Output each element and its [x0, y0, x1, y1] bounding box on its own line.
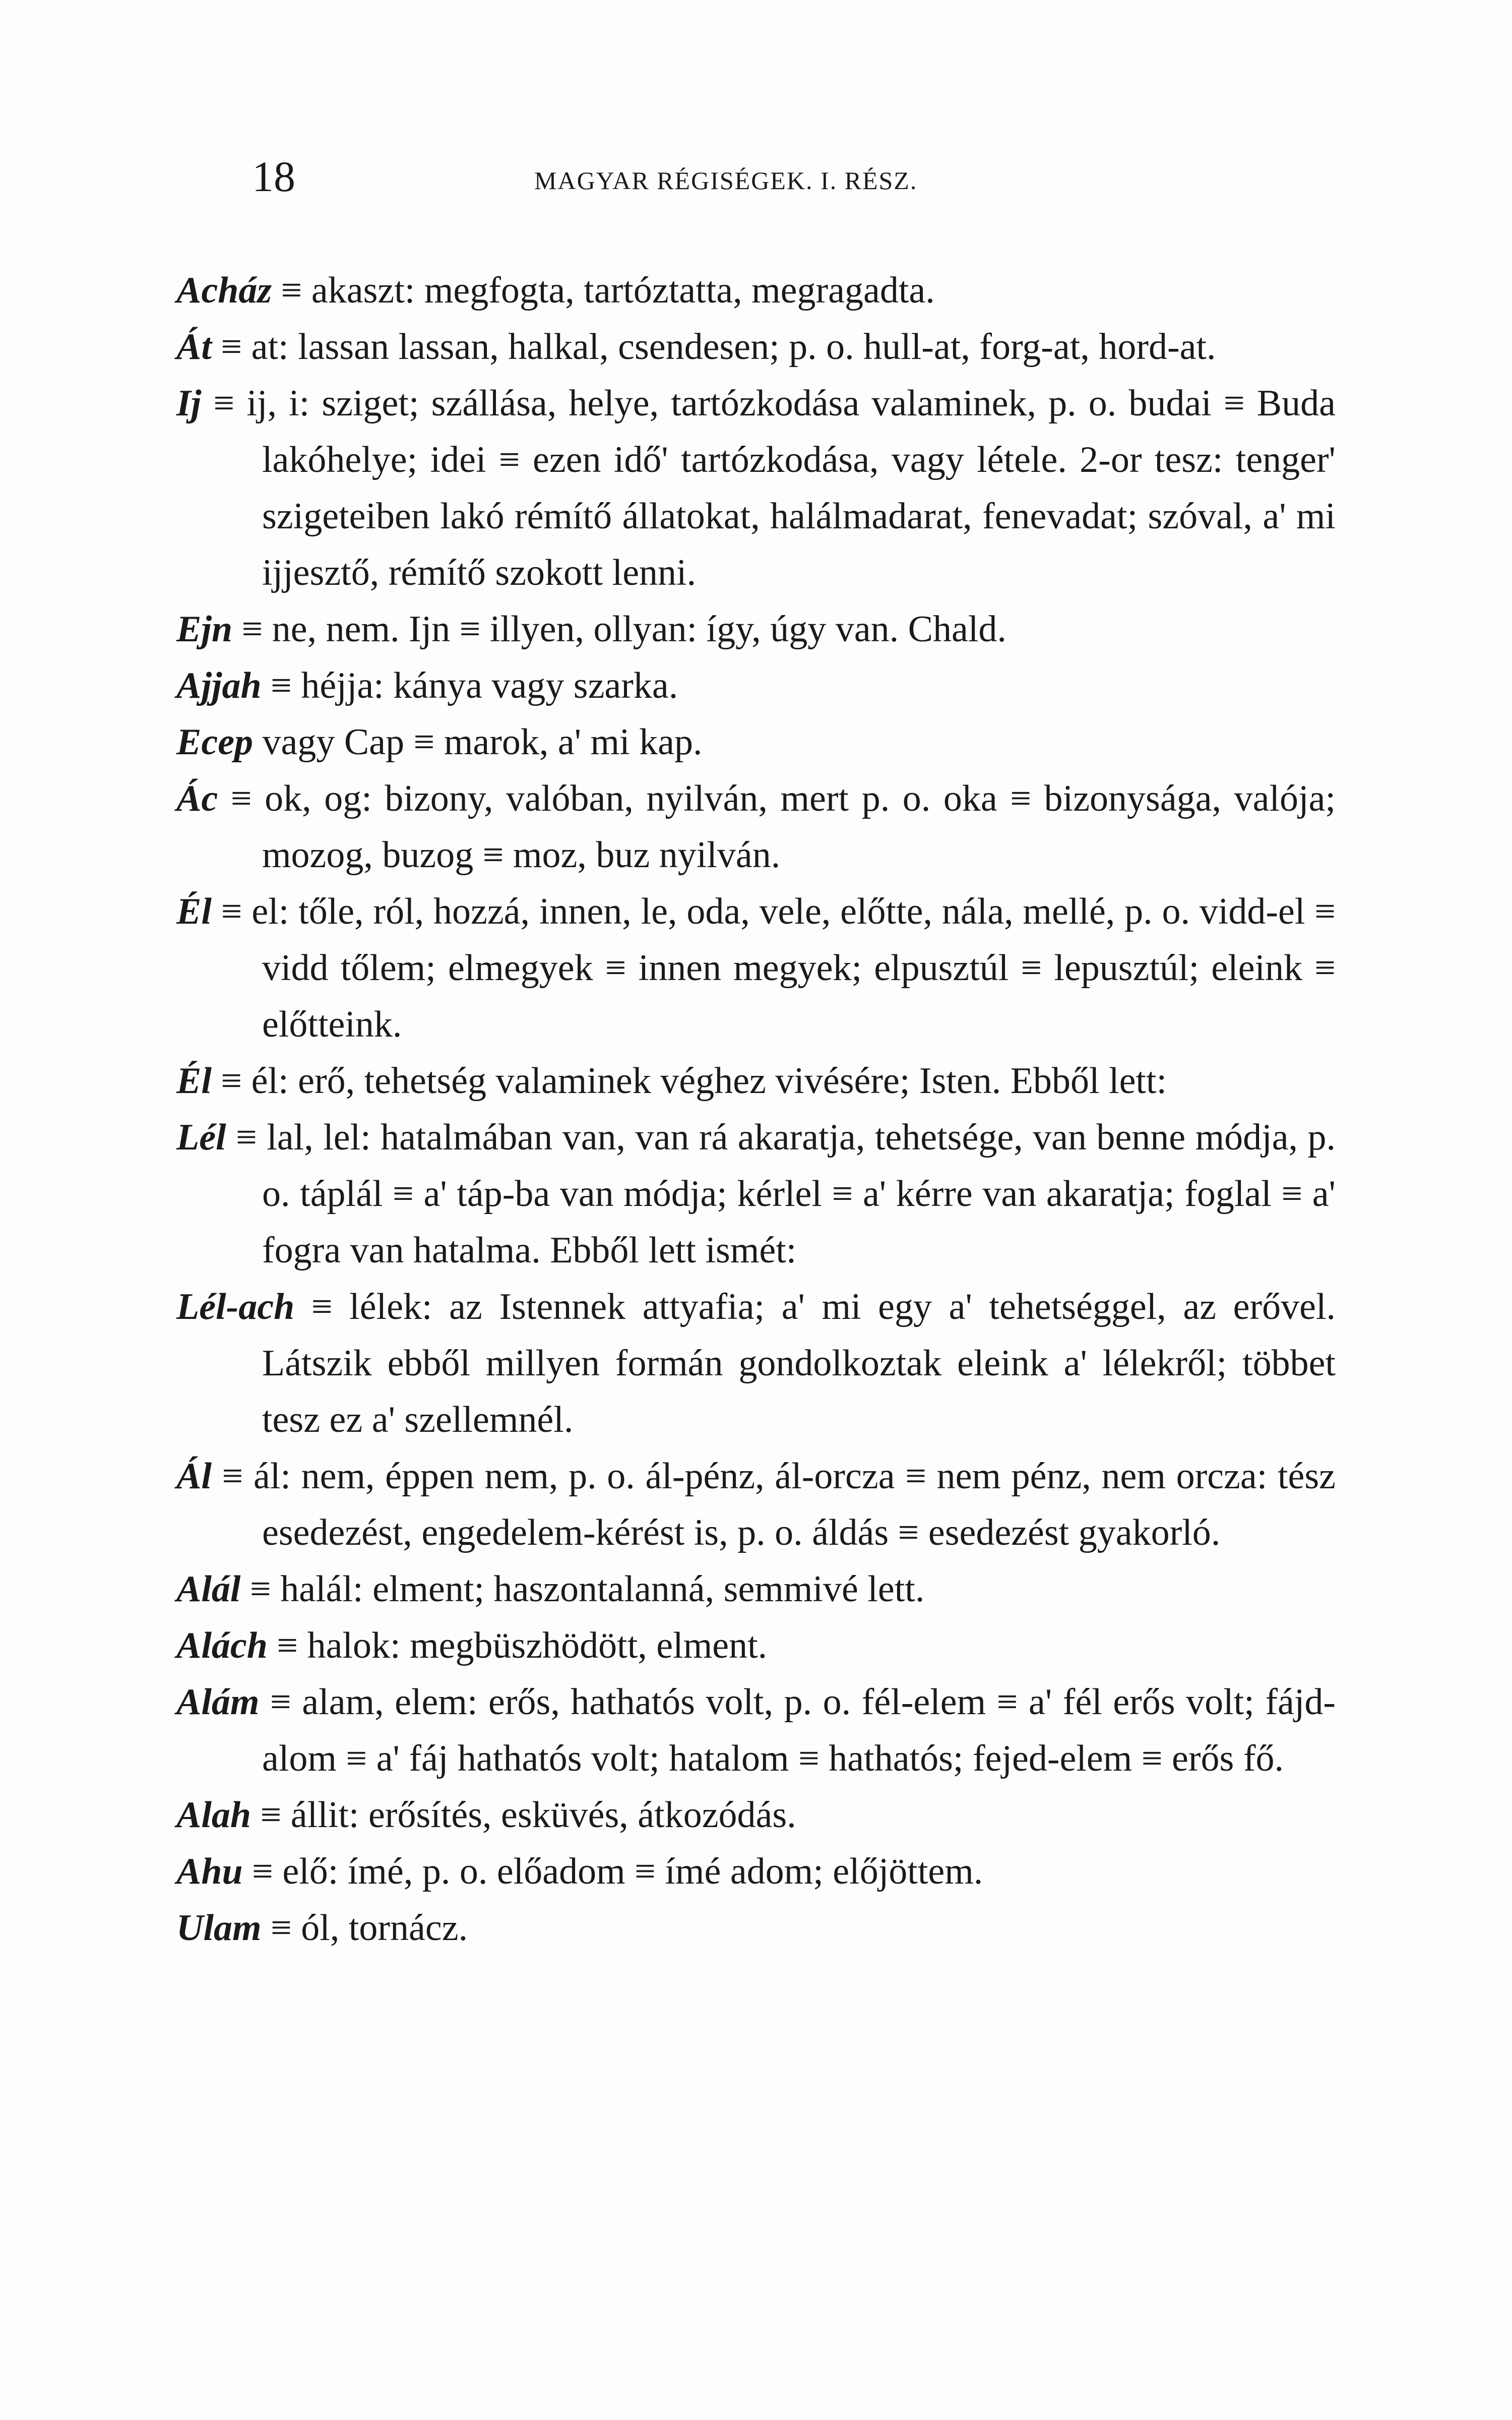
entry — [176, 262, 1336, 319]
entry-definition: ≡ lal, lel: hatalmában van, van rá akaratja, tehetsége, van benne módja, p. o. táplál ≡ a' táp-ba van módja; kérlel ≡ a' kérre van akaratja; foglal ≡ a' fogra van hatalma. Ebből lett ismét: — [236, 1117, 1336, 1271]
entry-headword: Acház — [176, 270, 272, 311]
entry-headword: Lél-ach — [176, 1286, 295, 1327]
entry — [176, 1787, 1336, 1843]
entry-headword: Ejn — [176, 609, 233, 650]
entry-headword: Alám — [176, 1681, 260, 1723]
entry-definition: ≡ ok, og: bizony, valóban, nyilván, mert p. o. oka ≡ bizonysága, valója; mozog, buzog ≡ moz, buz nyilván. — [230, 778, 1336, 876]
entry-definition: vagy Cap ≡ marok, a' mi kap. — [262, 721, 703, 763]
entry-headword: Át — [176, 326, 212, 368]
entry-definition: ≡ él: erő, tehetség valaminek véghez vivésére; Isten. Ebből lett: — [221, 1060, 1167, 1102]
entry-definition: ≡ ál: nem, éppen nem, p. o. ál-pénz, ál-orcza ≡ nem pénz, nem orcza: tész esedezést, engedelem-kérést is, p. o. áldás ≡ esedezést gyakorló. — [222, 1456, 1336, 1553]
entry — [176, 1109, 1336, 1279]
entry-headword: Ecep — [176, 721, 254, 763]
entry — [176, 375, 1336, 601]
entry — [176, 1448, 1336, 1561]
entry — [176, 883, 1336, 1053]
entry — [176, 1053, 1336, 1109]
entry-headword: Ahu — [176, 1851, 243, 1892]
entry-definition: ≡ elő: ímé, p. o. előadom ≡ ímé adom; előjöttem. — [252, 1851, 983, 1892]
entry-headword: Ál — [176, 1456, 212, 1497]
entry — [176, 1843, 1336, 1900]
entry — [176, 1900, 1336, 1956]
entry-definition: ≡ ól, tornácz. — [271, 1907, 468, 1949]
entry — [176, 714, 1336, 770]
entry-definition: ≡ halok: megbüszhödött, elment. — [277, 1625, 768, 1666]
entry — [176, 319, 1336, 375]
dictionary-entries — [176, 262, 1336, 1956]
entry-definition: ≡ akaszt: megfogta, tartóztatta, megragadta. — [281, 270, 935, 311]
entry — [176, 1561, 1336, 1617]
entry — [176, 657, 1336, 714]
entry-definition: ≡ alam, elem: erős, hathatós volt, p. o. fél-elem ≡ a' fél erős volt; fájd-alom ≡ a' fáj hathatós volt; hatalom ≡ hathatós; fejed-elem ≡ erős fő. — [262, 1681, 1336, 1779]
entry-headword: Él — [176, 891, 212, 932]
entry — [176, 601, 1336, 657]
entry-definition: ≡ at: lassan lassan, halkal, csendesen; p. o. hull-at, forg-at, hord-at. — [221, 326, 1216, 368]
entry-headword: Ajjah — [176, 665, 262, 706]
entry-definition: ≡ ij, i: sziget; szállása, helye, tartózkodása valaminek, p. o. budai ≡ Buda lakóhelye; idei ≡ ezen idő' tartózkodása, vagy létele. 2-or tesz: tenger' szigeteiben lakó rémítő állatokat, halálmadarat, fenevadat; szóval, a' mi ijjesztő, rémítő szokott lenni. — [213, 383, 1336, 593]
entry-headword: Alál — [176, 1568, 241, 1610]
entry-headword: Lél — [176, 1117, 226, 1158]
entry — [176, 770, 1336, 883]
entry-headword: Ulam — [176, 1907, 262, 1949]
entry-headword: Alah — [176, 1794, 251, 1836]
entry-headword: Ij — [176, 383, 202, 424]
entry-headword: Ác — [176, 778, 218, 819]
entry-headword: Alách — [176, 1625, 268, 1666]
entry-definition: ≡ ne, nem. Ijn ≡ illyen, ollyan: így, úgy van. Chald. — [241, 609, 1006, 650]
page-header — [252, 151, 1310, 212]
entry-definition: ≡ lélek: az Istennek attyafia; a' mi egy a' tehetséggel, az erővel. Látszik ebből millyen formán gondolkoztak eleink a' lélekről; többet tesz ez a' szellemnél. — [262, 1286, 1336, 1440]
entry-definition: ≡ állit: erősítés, esküvés, átkozódás. — [260, 1794, 796, 1836]
entry-definition: ≡ héjja: kánya vagy szarka. — [271, 665, 678, 706]
page-number: 18 — [252, 152, 295, 201]
entry-definition: ≡ el: tőle, ról, hozzá, innen, le, oda, vele, előtte, nála, mellé, p. o. vidd-el ≡ vidd tőlem; elmegyek ≡ innen megyek; elpusztúl ≡ lepusztúl; eleink ≡ előtteink. — [221, 891, 1336, 1045]
entry — [176, 1279, 1336, 1448]
entry — [176, 1674, 1336, 1787]
running-title: MAGYAR RÉGISÉGEK. I. RÉSZ. — [534, 166, 918, 195]
entry-definition: ≡ halál: elment; haszontalanná, semmivé lett. — [249, 1568, 925, 1610]
entry-headword: Él — [176, 1060, 212, 1102]
entry — [176, 1617, 1336, 1674]
